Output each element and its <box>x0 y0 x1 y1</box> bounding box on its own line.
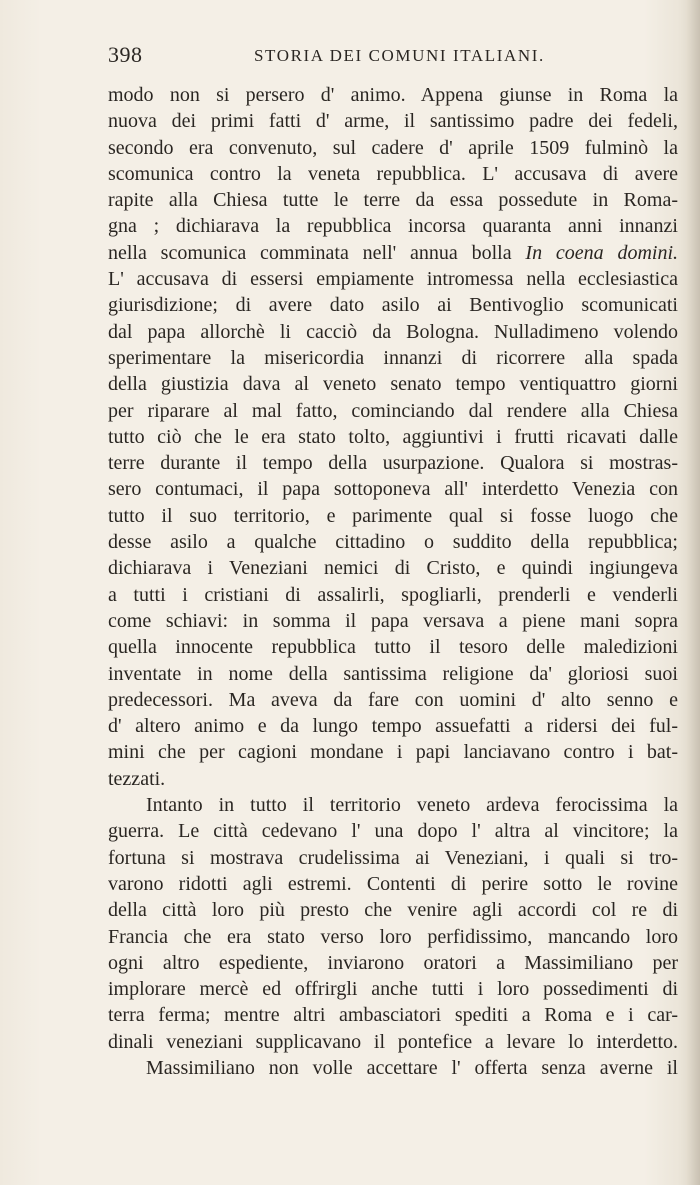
body-text <box>108 82 678 1081</box>
paragraph-first-line: Massimiliano non volle accettare l' offerta senza averne il <box>146 1056 678 1079</box>
text-line: giurisdizione; di avere dato asilo ai Bentivoglio scomunicati <box>108 294 678 317</box>
text-line: secondo era convenuto, sul cadere d' aprile 1509 fulminò la <box>108 136 678 159</box>
text-line: mini che per cagioni mondane i papi lanciavano contro i bat- <box>108 741 678 764</box>
running-title: STORIA DEI COMUNI ITALIANI. <box>254 46 545 65</box>
text-line: modo non si persero d' animo. Appena giunse in Roma la <box>108 84 678 106</box>
text-line: dichiarava i Veneziani nemici di Cristo, e quindi ingiungeva <box>108 557 678 580</box>
text-line: guerra. Le città cedevano l' una dopo l' altra al vincitore; la <box>108 820 678 843</box>
text-line: gna ; dichiarava la repubblica incorsa quaranta anni innanzi <box>108 215 678 238</box>
text-line: nuova dei primi fatti d' arme, il santissimo padre dei fedeli, <box>108 110 678 133</box>
text-line: terra ferma; mentre altri ambasciatori spediti a Roma e i car- <box>108 1004 678 1027</box>
text-line: varono ridotti agli estremi. Contenti di perire sotto le rovine <box>108 872 678 895</box>
text-line <box>108 240 678 266</box>
text-line: sero contumaci, il papa sottoponeva all' interdetto Venezia con <box>108 478 678 501</box>
text-line: sperimentare la misericordia innanzi di ricorrere alla spada <box>108 346 678 369</box>
text-line: quella innocente repubblica tutto il tesoro delle maledizioni <box>108 636 678 659</box>
text-line: L' accusava di essersi empiamente intromessa nella ecclesiastica <box>108 268 678 291</box>
text-line: per riparare al mal fatto, cominciando dal rendere alla Chiesa <box>108 399 678 422</box>
text-line: fortuna si mostrava crudelissima ai Veneziani, i quali si tro- <box>108 846 678 869</box>
text-line: della giustizia dava al veneto senato tempo ventiquattro giorni <box>108 373 678 396</box>
text-line: tezzati. <box>108 767 166 790</box>
text-line: inventate in nome della santissima religione da' gloriosi suoi <box>108 662 678 685</box>
text-line: desse asilo a qualche cittadino o suddito della repubblica; <box>108 531 678 554</box>
text-line: tutto il suo territorio, e parimente qual si fosse luogo che <box>108 504 678 527</box>
text-line: terre durante il tempo della usurpazione. Qualora si mostras- <box>108 452 678 475</box>
italic-title: In coena domini. <box>525 241 678 264</box>
text-line: ogni altro espediente, inviarono oratori a Massimiliano per <box>108 951 678 974</box>
paragraph-first-line: Intanto in tutto il territorio veneto ardeva ferocissima la <box>146 794 678 817</box>
text-line: come schiavi: in somma il papa versava a piene mani sopra <box>108 609 678 632</box>
text-segment: nella scomunica comminata nell' annua bolla <box>108 241 512 264</box>
text-line: predecessori. Ma aveva da fare con uomini d' alto senno e <box>108 688 678 711</box>
text-line: dal papa allorchè li cacciò da Bologna. Nulladimeno volendo <box>108 320 678 343</box>
text-line: implorare mercè ed offrirgli anche tutti i loro possedimenti di <box>108 978 678 1001</box>
text-line: Francia che era stato verso loro perfidissimo, mancando loro <box>108 925 678 948</box>
text-line: tutto ciò che le era stato tolto, aggiuntivi i frutti ricavati dalle <box>108 425 678 448</box>
text-line: scomunica contro la veneta repubblica. L' accusava di avere <box>108 162 678 185</box>
text-line: a tutti i cristiani di assalirli, spogliarli, prenderli e venderli <box>108 583 678 606</box>
page-number: 398 <box>108 42 143 67</box>
text-line: rapite alla Chiesa tutte le terre da essa possedute in Roma- <box>108 189 678 212</box>
text-line: della città loro più presto che venire agli accordi col re di <box>108 899 678 922</box>
text-line: d' altero animo e da lungo tempo assuefatti a ridersi dei ful- <box>108 715 678 738</box>
page-edge-shadow <box>686 0 700 1185</box>
page-header <box>108 42 678 72</box>
text-line: dinali veneziani supplicavano il pontefice a levare lo interdetto. <box>108 1030 678 1053</box>
